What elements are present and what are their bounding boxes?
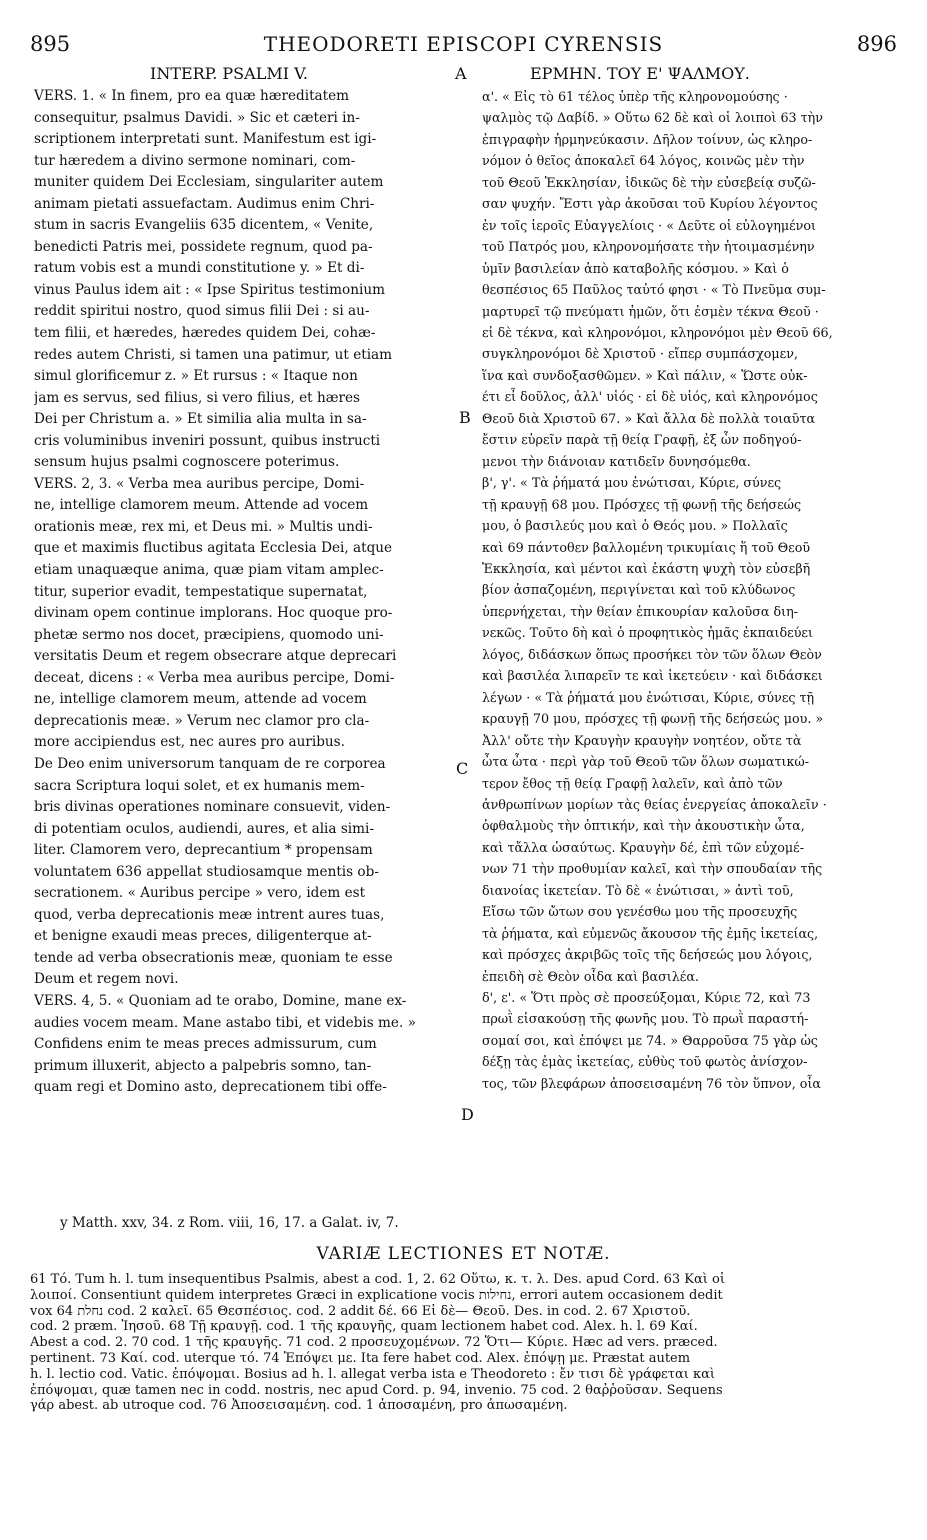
latin-text-line: animam pietati assuefactam. Audimus enim Chri- — [34, 195, 375, 212]
latin-text-line: sacra Scriptura loqui solet, et ex humanis mem- — [34, 777, 365, 794]
greek-text-line: ψαλμὸς τῷ Δαβίδ. » Οὕτω 62 δὲ καὶ οἱ λοιποὶ 63 τὴν — [482, 110, 823, 126]
greek-text-line: Ἀλλ' οὔτε τὴν Κραυγὴν κραυγὴν νοητέον, οὔτε τὰ — [482, 732, 802, 748]
column-marker-c: C — [456, 759, 469, 778]
greek-text-line: Θεοῦ διὰ Χριστοῦ 67. » Καὶ ἄλλα δὲ πολλὰ τοιαῦτα — [482, 410, 816, 426]
greek-text-line: νεκῶς. Τοῦτο δὴ καὶ ὁ προφητικὸς ἡμᾶς ἐκπαιδεύει — [482, 625, 813, 641]
latin-text-line: bris divinas operationes nominare consuevit, viden- — [34, 799, 391, 816]
latin-text-line: De Deo enim universorum tanquam de re corporea — [34, 755, 386, 772]
latin-text-line: liter. Clamorem vero, deprecantium * propensam — [34, 842, 373, 859]
note-line: vox נחלת 64 cod. 2 καλεῖ. 65 Θεσπέσιος. cod. 2 addit δέ. 66 Εἰ δὲ— Θεοῦ. Des. in cod. 2. 67 Χριστοῦ. — [30, 1303, 691, 1319]
latin-text-line: vinus Paulus idem ait : « Ipse Spiritus testimonium — [34, 281, 385, 298]
greek-text-line: β', γ'. « Τὰ ῥήματά μου ἐνώτισαι, Κύριε, σύνες — [482, 475, 782, 491]
running-head — [30, 32, 897, 62]
greek-text-line: λέγων · « Τὰ ῥήματά μου ἐνώτισαι, Κύριε, σύνες τῇ — [482, 689, 815, 705]
notes-title: VARIÆ LECTIONES ET NOTÆ. — [316, 1244, 611, 1264]
greek-text-line: ἀνθρωπίνων μορίων τὰς θείας ἐνεργείας ἀποκαλεῖν · — [482, 796, 827, 812]
latin-text-line: titur, superior evadit, tempestatique supernatat, — [34, 583, 368, 600]
greek-text-line: θεσπέσιος 65 Παῦλος ταὐτό φησι · « Τὸ Πνεῦμα συμ- — [482, 282, 826, 298]
greek-text-line: καὶ τἄλλα ὡσαύτως. Κραυγὴν δέ, ἐπὶ τῶν εὐχομέ- — [482, 839, 805, 855]
note-line: Abest a cod. 2. 70 cod. 1 τῆς κραυγῆς. 71 cod. 2 προσευχομένων. 72 Ὅτι— Κύριε. Hæc ad vers. præced. — [30, 1335, 718, 1351]
note-line: 61 Τό. Tum h. l. tum insequentibus Psalmis, abest a cod. 1, 2. 62 Οὕτω, κ. τ. λ. Des. apud Cord. 63 Καὶ οἱ — [30, 1272, 725, 1287]
greek-text-line: ἐπιγραφὴν ἡρμηνεύκασιν. Δῆλον τοίνυν, ὡς κληρο- — [482, 131, 813, 147]
latin-text-line: Dei per Christum a. » Et similia alia multa in sa- — [34, 411, 367, 428]
latin-text-line: deceat, dicens : « Verba mea auribus percipe, Domi- — [34, 669, 395, 686]
greek-text-line: καὶ βασιλέα λιπαρεῖν τε καὶ ἱκετεύειν · καὶ διδάσκει — [482, 668, 823, 684]
greek-text-line: τερον ἔθος τῇ θείᾳ Γραφῇ λαλεῖν, καὶ ἀπὸ τῶν — [482, 775, 783, 791]
page-title: THEODORETI EPISCOPI CYRENSIS — [263, 32, 664, 56]
latin-text-line: VERS. 2, 3. « Verba mea auribus percipe, Domi- — [34, 475, 365, 492]
greek-text-line: ὑμῖν βασιλείαν ἀπὸ καταβολῆς κόσμου. » Καὶ ὁ — [482, 260, 789, 276]
greek-column-title: ΕΡΜΗΝ. ΤΟΥ Ε' ΨΑΛΜΟΥ. — [530, 64, 750, 83]
greek-text-line: κραυγῇ 70 μου, πρόσχες τῇ φωνῇ τῆς δεήσεώς μου. » — [482, 711, 824, 727]
greek-text-line: ὦτα ὦτα · περὶ γὰρ τοῦ Θεοῦ τῶν ὅλων σωματικώ- — [482, 754, 810, 770]
latin-text-line: audies vocem meam. Mane astabo tibi, et videbis me. » — [34, 1014, 416, 1031]
latin-text-line: redes autem Christi, si tamen una patimur, ut etiam — [34, 346, 393, 363]
latin-text-line: que et maximis fluctibus agitata Ecclesia Dei, atque — [34, 540, 393, 557]
latin-text-line: reddit spiritui nostro, quod simus filii Dei : si au- — [34, 303, 370, 320]
latin-text-line: Confidens enim te meas preces admissurum, cum — [34, 1036, 377, 1053]
latin-text-line: consequitur, psalmus Davidi. » Sic et cæteri in- — [34, 109, 360, 126]
column-marker-b: B — [459, 408, 471, 427]
greek-text-line: τὰ ῥήματα, καὶ εὐμενῶς ἄκουσον τῆς ἐμῆς ἱκετείας, — [482, 925, 819, 941]
greek-text-line: βίον ἀσπαζομένη, περιγίνεται καὶ τοῦ κλύδωνος — [482, 582, 796, 598]
greek-text-line: σομαί σοι, καὶ ἐπόψει με 74. » Θαρροῦσα 75 γὰρ ὡς — [482, 1032, 818, 1048]
latin-text-line: muniter quidem Dei Ecclesiam, singulariter autem — [34, 174, 384, 191]
note-line: cod. 2 præm. Ἰησοῦ. 68 Τῇ κραυγῇ. cod. 1 τῆς κραυγῆς, quam lectionem habet cod. Alex. h. l. 69 Καί. — [30, 1319, 698, 1335]
greek-text-line: συγκληρονόμοι δὲ Χριστοῦ · εἴπερ συμπάσχομεν, — [482, 346, 798, 362]
greek-text-line: τῇ κραυγῇ 68 μου. Πρόσχες τῇ φωνῇ τῆς δεήσεώς — [482, 496, 802, 512]
latin-text-line: secrationem. « Auribus percipe » vero, idem est — [34, 885, 366, 902]
greek-text-line: ἐν τοῖς ἱεροῖς Εὐαγγελίοις · « Δεῦτε οἱ εὐλογημένοι — [482, 217, 817, 233]
latin-text-line: sensum hujus psalmi cognoscere poterimus. — [34, 454, 340, 471]
greek-text-line: Ἐκκλησία, καὶ μέντοι καὶ ἑκάστη ψυχὴ τὸν εὐσεβῆ — [482, 560, 811, 576]
greek-text-line: καὶ πρόσχες ἀκριβῶς τοῖς τῆς δεήσεώς μου λόγοις, — [482, 947, 813, 963]
latin-text-line: ratum vobis est a mundi constitutione y. » Et di- — [34, 260, 365, 277]
latin-text-line: jam es servus, sed filius, si vero filius, et hæres — [34, 389, 361, 406]
greek-text-line: ἵνα καὶ συνδοξασθῶμεν. » Καὶ πάλιν, « Ὥστε οὐκ- — [482, 367, 808, 383]
greek-text-line: μαρτυρεῖ τῷ πνεύματι ἡμῶν, ὅτι ἐσμὲν τέκνα Θεοῦ · — [482, 303, 819, 319]
greek-text-line: νόμον ὁ θεῖος ἀποκαλεῖ 64 λόγος, κοινῶς μὲν τὴν — [482, 153, 805, 169]
latin-text-line: tende ad verba obsecrationis meæ, quoniam te esse — [34, 949, 393, 966]
page-number-right: 896 — [856, 32, 897, 56]
greek-text-line: έτι εἶ δοῦλος, ἀλλ' υἱός · εἰ δὲ υἱός, καὶ κληρονόμος — [482, 389, 818, 405]
latin-text-line: tem filii, et hæredes, hæredes quidem Dei, cohæ- — [34, 325, 376, 342]
latin-text-line: VERS. 4, 5. « Quoniam ad te orabo, Domine, mane ex- — [34, 992, 407, 1009]
latin-text-line: et benigne exaudi meas preces, diligenterque at- — [34, 928, 372, 945]
latin-text-line: etiam unaquæque anima, quæ piam vitam amplec- — [34, 562, 384, 579]
latin-text-line: scriptionem interpretati sunt. Manifestum est igi- — [34, 131, 377, 148]
greek-text-line: σαν ψυχήν. Ἔστι γὰρ ἀκοῦσαι τοῦ Κυρίου λέγοντος — [482, 196, 818, 212]
latin-text-line: tur hæredem a divino sermone nominari, com- — [34, 152, 356, 169]
greek-text-line: διανοίας ἱκετείαν. Τὸ δὲ « ἐνώτισαι, » ἀντὶ τοῦ, — [482, 882, 794, 898]
greek-text-line: Εἴσω τῶν ὤτων σου γενέσθω μου τῆς προσευχῆς — [482, 904, 798, 920]
greek-text-line: ὀφθαλμοὺς τὴν ὀπτικήν, καὶ τὴν ἀκουστικὴν ὦτα, — [482, 818, 805, 834]
latin-text-line: Deum et regem novi. — [34, 971, 179, 988]
note-line: ἐπόψομαι, quæ tamen nec in codd. nostris, nec apud Cord. p. 94, invenio. 75 cod. 2 θαῤῥοῦσαν. Sequens — [30, 1382, 723, 1398]
latin-text-line: phetæ sermo nos docet, præcipiens, quomodo uni- — [34, 626, 384, 643]
note-line: pertinent. 73 Καί. cod. uterque τό. 74 Ἐπόψει με. Ita fere habet cod. Alex. ἐπόψῃ με. Præstat autem — [30, 1350, 691, 1366]
latin-text-line: cris voluminibus inveniri possunt, quibus instructi — [34, 432, 381, 449]
greek-text-line: πρωῒ εἰσακούσῃ τῆς φωνῆς μου. Τὸ πρωῒ παραστή- — [482, 1011, 809, 1027]
greek-text-line: μενοι τὴν διάνοιαν κατιδεῖν δυνησόμεθα. — [482, 453, 751, 469]
greek-text-line: μου, ὁ βασιλεύς μου καὶ ὁ Θεός μου. » Πολλαῖς — [482, 518, 788, 534]
latin-text-line: deprecationis meæ. » Verum nec clamor pro cla- — [34, 712, 370, 729]
latin-text-line: orationis meæ, rex mi, et Deus mi. » Multis undi- — [34, 518, 373, 535]
latin-text-line: quam regi et Domino asto, deprecationem tibi offe- — [34, 1079, 387, 1096]
greek-text-line: καὶ 69 πάντοθεν βαλλομένη τρικυμίαις ἥ τοῦ Θεοῦ — [482, 539, 811, 555]
greek-column — [482, 86, 897, 1094]
greek-text-line: ὑπερνήχεται, τὴν θείαν ἐπικουρίαν καλοῦσα διη- — [482, 603, 798, 619]
latin-column-title: INTERP. PSALMI V. — [150, 64, 308, 83]
variant-notes — [30, 1272, 897, 1414]
column-marker-a: A — [455, 64, 467, 83]
note-line: γάρ abest. ab utroque cod. 76 Ἀποσεισαμένη. cod. 1 ἀποσαμένη, pro ἀπωσαμένη. — [30, 1398, 568, 1414]
latin-column — [34, 86, 456, 1099]
greek-text-line: ἐπειδὴ σὲ Θεὸν οἶδα καὶ βασιλέα. — [482, 968, 699, 984]
latin-text-line: di potentiam oculos, audiendi, aures, et alia simi- — [34, 820, 374, 837]
note-line: λοιποί. Consentiunt quidem interpretes Græci in explicatione vocis נחילות, errori autem occasionem dedit — [30, 1287, 723, 1303]
scripture-references: y Matth. xxv, 34. z Rom. viii, 16, 17. a Galat. iv, 7. — [60, 1215, 399, 1231]
page-number-left: 895 — [30, 32, 71, 56]
latin-text-line: primum illuxerit, abjecto a palpebris somno, tan- — [34, 1057, 372, 1074]
note-line: h. l. lectio cod. Vatic. ἐπόψομαι. Bosius ad h. l. allegat verba ista e Theodoreto : ἔν τισι δὲ γράφεται καὶ — [30, 1366, 715, 1382]
latin-text-line: voluntatem 636 appellat studiosamque mentis ob- — [34, 863, 379, 880]
latin-text-line: benedicti Patris mei, possidete regnum, quod pa- — [34, 238, 373, 255]
greek-text-line: τοῦ Θεοῦ Ἐκκλησίαν, ἰδικῶς δὲ τὴν εὐσεβείᾳ συζῶ- — [482, 174, 816, 190]
column-marker-d: D — [461, 1105, 474, 1124]
greek-text-line: τος, τῶν βλεφάρων ἀποσεισαμένη 76 τὸν ὕπνον, οἷα — [482, 1075, 821, 1091]
latin-text-line: simul glorificemur z. » Et rursus : « Itaque non — [34, 368, 358, 385]
greek-text-line: δέξῃ τὰς ἐμὰς ἱκετείας, εὐθὺς τοῦ φωτὸς ἀνίσχον- — [482, 1054, 808, 1070]
latin-text-line: versitatis Deum et regem obsecrare atque deprecari — [34, 648, 397, 665]
greek-text-line: νων 71 τὴν προθυμίαν καλεῖ, καὶ τὴν σπουδαίαν τῆς — [482, 861, 823, 877]
latin-text-line: VERS. 1. « In finem, pro ea quæ hæreditatem — [34, 88, 350, 104]
latin-text-line: quod, verba deprecationis meæ intrent aures tuas, — [34, 906, 385, 923]
latin-text-line: more accipiendus est, nec aures pro auribus. — [34, 734, 345, 751]
greek-text-line: τοῦ Πατρός μου, κληρονομήσατε τὴν ἡτοιμασμένην — [482, 239, 815, 255]
greek-text-line: α'. « Εἰς τὸ 61 τέλος ὑπὲρ τῆς κληρονομούσης · — [482, 89, 788, 104]
latin-text-line: divinam opem continue implorans. Hoc quoque pro- — [34, 605, 393, 622]
latin-text-line: stum in sacris Evangeliis 635 dicentem, « Venite, — [34, 217, 374, 234]
greek-text-line: λόγος, διδάσκων ὅπως προσήκει τὸν τῶν ὅλων Θεὸν — [482, 646, 822, 662]
latin-text-line: ne, intellige clamorem meum, attende ad vocem — [34, 691, 367, 708]
greek-text-line: δ', ε'. « Ὅτι πρὸς σὲ προσεύξομαι, Κύριε 72, καὶ 73 — [482, 990, 811, 1006]
greek-text-line: εἰ δὲ τέκνα, καὶ κληρονόμοι, κληρονόμοι μὲν Θεοῦ 66, — [482, 324, 833, 340]
greek-text-line: ἔστιν εὑρεῖν παρὰ τῇ θείᾳ Γραφῇ, ἐξ ὧν ποδηγού- — [482, 432, 802, 448]
latin-text-line: ne, intellige clamorem meum. Attende ad vocem — [34, 497, 369, 514]
